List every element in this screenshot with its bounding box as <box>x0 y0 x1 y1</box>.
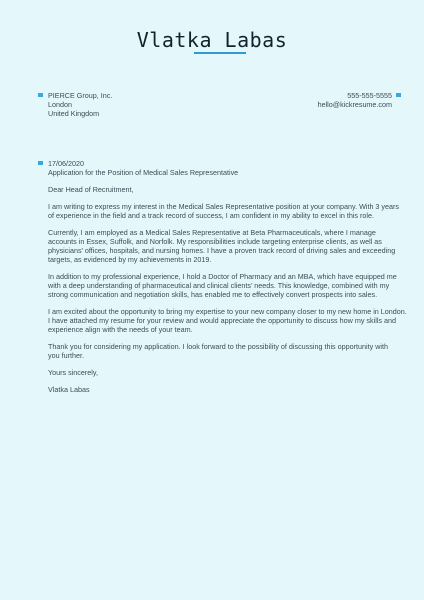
letter-closing: Yours sincerely, <box>48 368 98 377</box>
letter-signature: Vlatka Labas <box>48 385 90 394</box>
paragraph-line: In addition to my professional experience, I hold a Doctor of Pharmacy and an MBA, which have equipped me <box>48 272 397 281</box>
sender-country: United Kingdom <box>48 109 100 118</box>
letter-paragraph-2 <box>48 228 398 264</box>
letter-paragraph-5 <box>48 342 398 360</box>
letter-paragraph-4 <box>48 307 407 334</box>
sender-address <box>48 91 112 118</box>
sender-city: London <box>48 100 72 109</box>
paragraph-line: targets, as evidenced by my achievements in 2019. <box>48 255 212 264</box>
name-underline <box>194 52 246 54</box>
paragraph-line: Thank you for considering my application. I look forward to the possibility of discussing this opportunity with <box>48 342 388 351</box>
paragraph-line: physicians’ offices, hospitals, and nursing homes. I have a proven track record of driving sales and exceeding <box>48 246 396 255</box>
paragraph-line: I have attached my resume for your review and would appreciate the opportunity to discuss how my skills and <box>48 316 396 325</box>
sender-company: PIERCE Group, Inc. <box>48 91 113 100</box>
paragraph-line: strong communication and negotiation skills, has enabled me to effectively convert prospects into sales. <box>48 290 378 299</box>
contact-info <box>318 91 392 109</box>
paragraph-line: of experience in the field and a track record of success, I am confident in my ability to excel in this role. <box>48 211 374 220</box>
letter-paragraph-3 <box>48 272 398 299</box>
paragraph-line: experience align with the needs of your team. <box>48 325 193 334</box>
paragraph-line: I am writing to express my interest in the Medical Sales Representative position at your company. With 3 years <box>48 202 400 211</box>
date-marker <box>38 161 43 165</box>
letter-subject: Application for the Position of Medical Sales Representative <box>48 168 239 177</box>
paragraph-line: Currently, I am employed as a Medical Sales Representative at Beta Pharmaceuticals, where I manage <box>48 228 376 237</box>
paragraph-line: you further. <box>48 351 84 360</box>
paragraph-line: I am excited about the opportunity to bring my expertise to your new company closer to my new home in London. <box>48 307 407 316</box>
letter-salutation: Dear Head of Recruitment, <box>48 185 134 194</box>
contact-marker <box>396 93 401 97</box>
contact-email: hello@kickresume.com <box>317 100 392 109</box>
paragraph-line: accounts in Essex, Suffolk, and Norfolk. My responsibilities include targeting enterprise clients, as well as <box>48 237 382 246</box>
paragraph-line: with a deep understanding of pharmaceutical and clinical clients’ needs. This knowledge, combined with my <box>48 281 390 290</box>
letter-date: 17/06/2020 <box>48 159 84 168</box>
sender-marker <box>38 93 43 97</box>
letter-paragraph-1 <box>48 202 398 220</box>
contact-phone: 555-555-5555 <box>347 91 392 100</box>
applicant-name: Vlatka Labas <box>136 28 288 52</box>
letter-body <box>48 159 407 394</box>
